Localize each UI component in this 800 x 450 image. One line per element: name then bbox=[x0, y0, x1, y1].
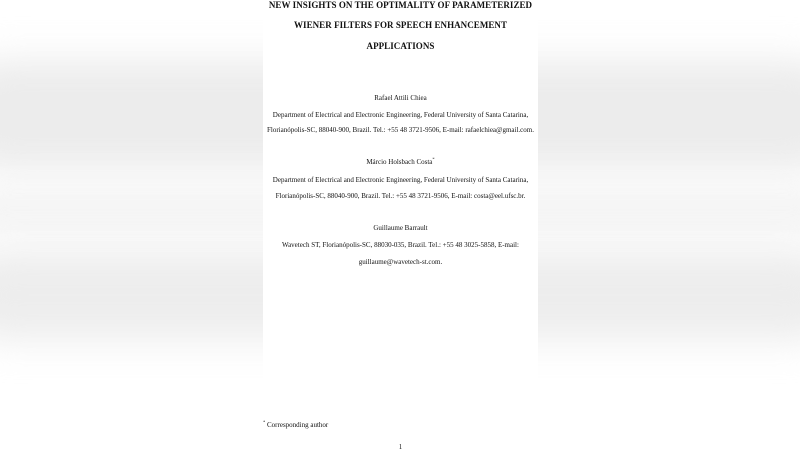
paper-title-line-2: WIENER FILTERS FOR SPEECH ENHANCEMENT bbox=[293, 20, 508, 30]
paper-title-line-3: APPLICATIONS bbox=[366, 41, 435, 51]
author-name: Guillaume Barrault bbox=[373, 224, 428, 232]
corresponding-author-name bbox=[263, 158, 538, 166]
page-number: 1 bbox=[398, 443, 403, 450]
footnote bbox=[263, 421, 328, 429]
author-contact: guillaume@wavetech-st.com. bbox=[358, 258, 443, 266]
author-affiliation: Department of Electrical and Electronic Engineering, Federal University of Santa Catarina, bbox=[272, 176, 529, 184]
author-affiliation: Wavetech ST, Florianópolis-SC, 88030-035, Brazil. Tel.: +55 48 3025-5858, E-mail: bbox=[282, 241, 519, 249]
corresponding-author-mark: * bbox=[432, 156, 435, 162]
footnote-text: Corresponding author bbox=[267, 421, 329, 429]
author-affiliation: Department of Electrical and Electronic Engineering, Federal University of Santa Catarina, bbox=[272, 111, 529, 119]
author-name: Rafael Attili Chiea bbox=[374, 94, 427, 102]
paper-page bbox=[263, 0, 538, 450]
paper-title-line-1: NEW INSIGHTS ON THE OPTIMALITY OF PARAMETERIZED bbox=[268, 0, 533, 10]
author-name-text: Márcio Holsbach Costa bbox=[366, 158, 433, 166]
author-contact: Florianópolis-SC, 88040-900, Brazil. Tel.: +55 48 3721-9506, E-mail: costa@eel.ufsc.br. bbox=[275, 192, 526, 200]
footnote-mark: * bbox=[263, 419, 266, 425]
author-contact: Florianópolis-SC, 88040-900, Brazil. Tel.: +55 48 3721-9506, E-mail: rafaelchiea@gmail.com. bbox=[267, 126, 534, 134]
